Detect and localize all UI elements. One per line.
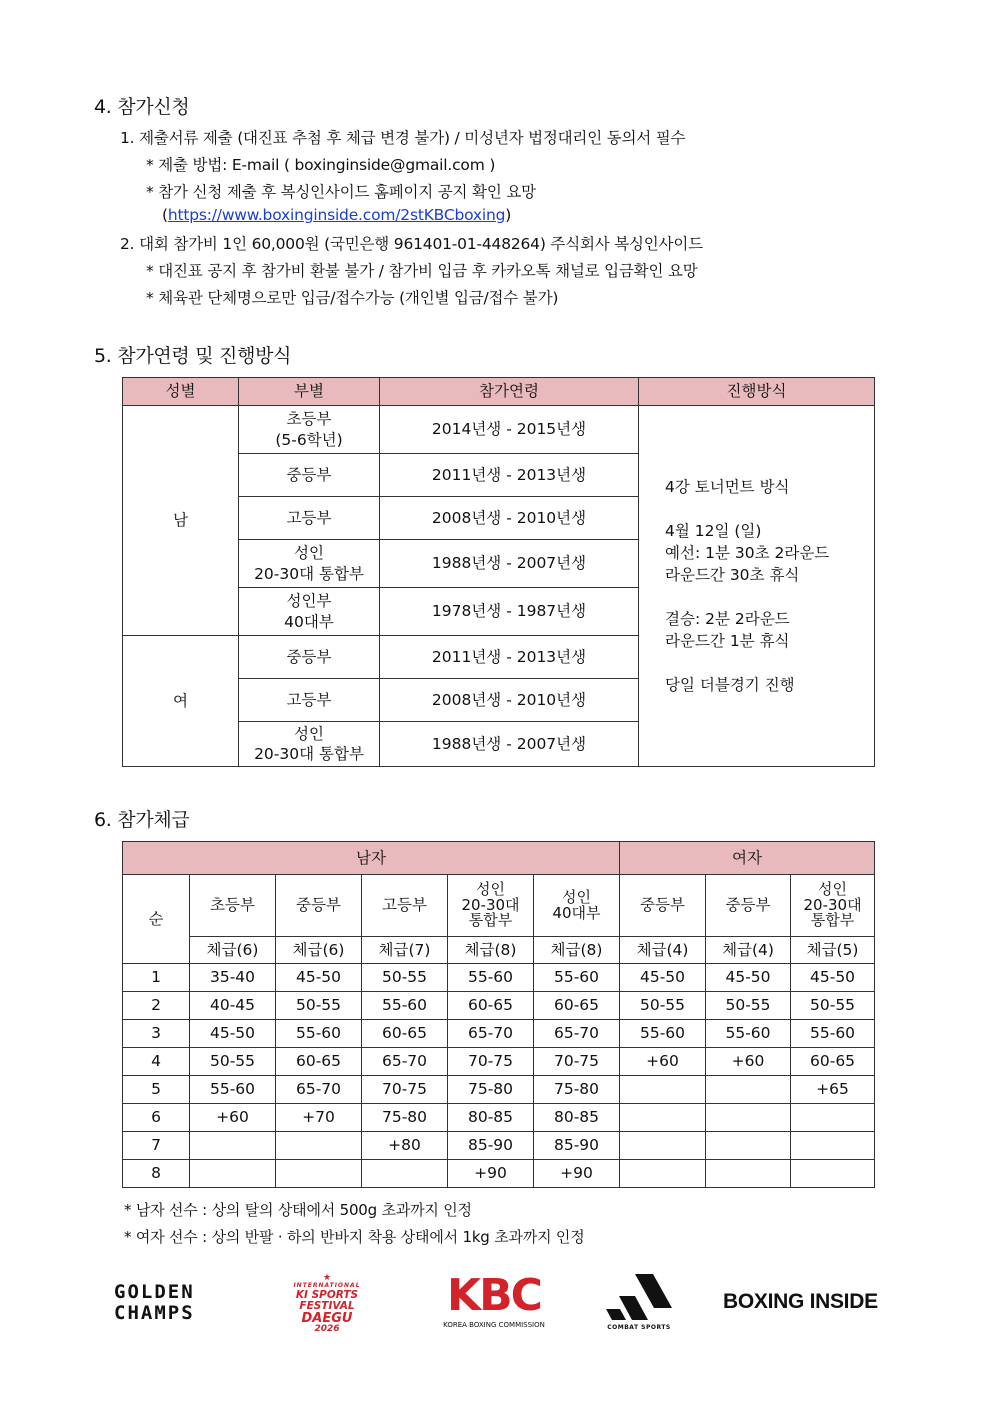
table-row (123, 406, 875, 454)
division-cell: 중등부 (239, 454, 380, 497)
weight-cell: 85-90 (448, 1132, 534, 1160)
age-cell: 1978년생 - 1987년생 (380, 588, 639, 636)
weight-cell (791, 1132, 875, 1160)
sponsor-logos (0, 1270, 992, 1340)
age-cell: 2014년생 - 2015년생 (380, 406, 639, 454)
age-cell: 1988년생 - 2007년생 (380, 722, 639, 767)
weight-cell: 85-90 (534, 1132, 620, 1160)
weight-cell: 70-75 (534, 1048, 620, 1076)
weight-cell: 55-60 (448, 964, 534, 992)
weight-cell (620, 1160, 706, 1188)
weight-cell: 40-45 (190, 992, 276, 1020)
weight-cell (620, 1104, 706, 1132)
weight-count: 체급(4) (620, 937, 706, 964)
section4-title: 4. 참가신청 (94, 96, 190, 118)
table-row (123, 1048, 875, 1076)
weight-cell (706, 1104, 791, 1132)
note-female: * 여자 선수 : 상의 반팔 · 하의 반바지 착용 상태에서 1kg 초과까지 인정 (124, 1228, 585, 1246)
golden-champs-logo: GOLDEN CHAMPS (114, 1281, 195, 1324)
weight-cell: 60-65 (276, 1048, 362, 1076)
header-age: 참가연령 (380, 378, 639, 406)
section4-line1: 1. 제출서류 제출 (대진표 추첨 후 체급 변경 불가) / 미성년자 법정대리인 동의서 필수 (120, 129, 686, 147)
weight-cell: 65-70 (534, 1020, 620, 1048)
weight-cell: +80 (362, 1132, 448, 1160)
weight-cell: 75-80 (534, 1076, 620, 1104)
weight-cell: 45-50 (190, 1020, 276, 1048)
weight-cell: 75-80 (362, 1104, 448, 1132)
gender-female: 여 (123, 636, 239, 767)
weight-cell: 55-60 (190, 1076, 276, 1104)
order-cell: 7 (123, 1132, 190, 1160)
weight-cell: 65-70 (276, 1076, 362, 1104)
weight-cell: 45-50 (791, 964, 875, 992)
section4-line2: * 제출 방법: E-mail ( boxinginside@gmail.com ) (146, 156, 496, 174)
order-cell: 3 (123, 1020, 190, 1048)
weight-cell: +60 (620, 1048, 706, 1076)
division-cell: 성인부 40대부 (239, 588, 380, 636)
weight-cell: 70-75 (448, 1048, 534, 1076)
weight-cell (276, 1132, 362, 1160)
weight-cell (190, 1132, 276, 1160)
weight-cell: 55-60 (706, 1020, 791, 1048)
weight-cell: 55-60 (276, 1020, 362, 1048)
header-gender: 성별 (123, 378, 239, 406)
weight-table (122, 841, 875, 1188)
weight-cell: 75-80 (448, 1076, 534, 1104)
weight-cell (620, 1132, 706, 1160)
division-header: 성인 40대부 (534, 875, 620, 937)
order-cell: 8 (123, 1160, 190, 1188)
section4-line6: * 대진표 공지 후 참가비 환불 불가 / 참가비 입금 후 카카오톡 채널로 입금확인 요망 (146, 262, 698, 280)
age-cell: 2008년생 - 2010년생 (380, 679, 639, 722)
weight-cell: 70-75 (362, 1076, 448, 1104)
weight-count: 체급(6) (276, 937, 362, 964)
weight-cell: 80-85 (448, 1104, 534, 1132)
weight-cell: +70 (276, 1104, 362, 1132)
adidas-stripes-icon (602, 1272, 676, 1320)
weight-cell: 50-55 (706, 992, 791, 1020)
weight-count: 체급(5) (791, 937, 875, 964)
weight-count: 체급(8) (448, 937, 534, 964)
age-cell: 1988년생 - 2007년생 (380, 540, 639, 588)
weight-cell (706, 1160, 791, 1188)
weight-cell (791, 1160, 875, 1188)
age-cell: 2011년생 - 2013년생 (380, 636, 639, 679)
section5-title: 5. 참가연령 및 진행방식 (94, 345, 292, 367)
division-header: 초등부 (190, 875, 276, 937)
kbc-logo: KBC KOREA BOXING COMMISSION (443, 1270, 545, 1329)
section6-title: 6. 참가체급 (94, 809, 190, 831)
weight-count: 체급(6) (190, 937, 276, 964)
order-cell: 4 (123, 1048, 190, 1076)
gender-male: 남 (123, 406, 239, 636)
table-row (123, 1132, 875, 1160)
weight-count: 체급(4) (706, 937, 791, 964)
weight-cell: 60-65 (362, 1020, 448, 1048)
weight-cell: +60 (706, 1048, 791, 1076)
division-cell: 고등부 (239, 497, 380, 540)
weight-cell (706, 1076, 791, 1104)
order-cell: 6 (123, 1104, 190, 1132)
division-cell: 중등부 (239, 636, 380, 679)
division-header: 중등부 (276, 875, 362, 937)
ki-sports-festival-logo: ★ INTERNATIONAL KI SPORTS FESTIVAL DAEGU 2026 (293, 1273, 361, 1335)
header-male: 남자 (123, 842, 620, 875)
weight-cell (362, 1160, 448, 1188)
weight-cell: 60-65 (791, 1048, 875, 1076)
order-header: 순 (123, 875, 190, 964)
division-cell: 성인 20-30대 통합부 (239, 722, 380, 767)
header-female: 여자 (620, 842, 875, 875)
weight-cell: 50-55 (276, 992, 362, 1020)
table-row (123, 1160, 875, 1188)
weight-cell: +90 (448, 1160, 534, 1188)
division-cell: 성인 20-30대 통합부 (239, 540, 380, 588)
weight-cell (706, 1132, 791, 1160)
weight-cell (620, 1076, 706, 1104)
weight-cell: 55-60 (362, 992, 448, 1020)
weight-cell: 45-50 (620, 964, 706, 992)
division-cell: 초등부 (5-6학년) (239, 406, 380, 454)
order-cell: 5 (123, 1076, 190, 1104)
weight-cell: +90 (534, 1160, 620, 1188)
weight-cell: 55-60 (620, 1020, 706, 1048)
section4-line7: * 체육관 단체명으로만 입금/접수가능 (개인별 입금/접수 불가) (146, 289, 559, 307)
weight-cell: 45-50 (706, 964, 791, 992)
order-cell: 1 (123, 964, 190, 992)
weight-cell: 45-50 (276, 964, 362, 992)
table-row (123, 992, 875, 1020)
section4-line5: 2. 대회 참가비 1인 60,000원 (국민은행 961401-01-448264) 주식회사 복싱인사이드 (120, 235, 703, 253)
table-row (123, 1104, 875, 1132)
order-cell: 2 (123, 992, 190, 1020)
division-header: 성인 20-30대 통합부 (791, 875, 875, 937)
division-header: 성인 20-30대 통합부 (448, 875, 534, 937)
boxing-inside-logo: BOXING INSIDE (723, 1290, 878, 1313)
weight-cell (791, 1104, 875, 1132)
adidas-logo: COMBAT SPORTS (602, 1272, 676, 1331)
header-method: 진행방식 (639, 378, 875, 406)
weight-cell: 55-60 (791, 1020, 875, 1048)
weight-count: 체급(7) (362, 937, 448, 964)
weight-cell: 80-85 (534, 1104, 620, 1132)
weight-cell: +65 (791, 1076, 875, 1104)
weight-count: 체급(8) (534, 937, 620, 964)
weight-cell: 50-55 (620, 992, 706, 1020)
paren-open: ( (162, 206, 168, 224)
weight-cell: 65-70 (448, 1020, 534, 1048)
weight-cell (190, 1160, 276, 1188)
weight-cell: 60-65 (448, 992, 534, 1020)
table-row (123, 964, 875, 992)
weight-cell: 60-65 (534, 992, 620, 1020)
method-cell: 4강 토너먼트 방식 4월 12일 (일) 예선: 1분 30초 2라운드 라운드간 30초 휴식 결승: 2분 2라운드 라운드간 1분 휴식 당일 더블경기 진행 (639, 406, 875, 767)
division-header: 고등부 (362, 875, 448, 937)
weight-cell: 50-55 (362, 964, 448, 992)
age-cell: 2011년생 - 2013년생 (380, 454, 639, 497)
age-cell: 2008년생 - 2010년생 (380, 497, 639, 540)
division-header: 중등부 (706, 875, 791, 937)
division-header: 중등부 (620, 875, 706, 937)
weight-cell: +60 (190, 1104, 276, 1132)
section4-line3: * 참가 신청 제출 후 복싱인사이드 홈페이지 공지 확인 요망 (146, 183, 536, 201)
weight-cell: 65-70 (362, 1048, 448, 1076)
weight-cell: 50-55 (791, 992, 875, 1020)
division-cell: 고등부 (239, 679, 380, 722)
note-male: * 남자 선수 : 상의 탈의 상태에서 500g 초과까지 인정 (124, 1201, 472, 1219)
weight-cell: 35-40 (190, 964, 276, 992)
age-table (122, 377, 875, 767)
table-row (123, 1076, 875, 1104)
weight-cell: 50-55 (190, 1048, 276, 1076)
header-division: 부별 (239, 378, 380, 406)
section4-line4 (162, 206, 511, 224)
paren-close: ) (505, 206, 512, 224)
homepage-link[interactable]: https://www.boxinginside.com/2stKBCboxing (167, 206, 506, 224)
table-row (123, 1020, 875, 1048)
weight-cell (276, 1160, 362, 1188)
weight-cell: 55-60 (534, 964, 620, 992)
